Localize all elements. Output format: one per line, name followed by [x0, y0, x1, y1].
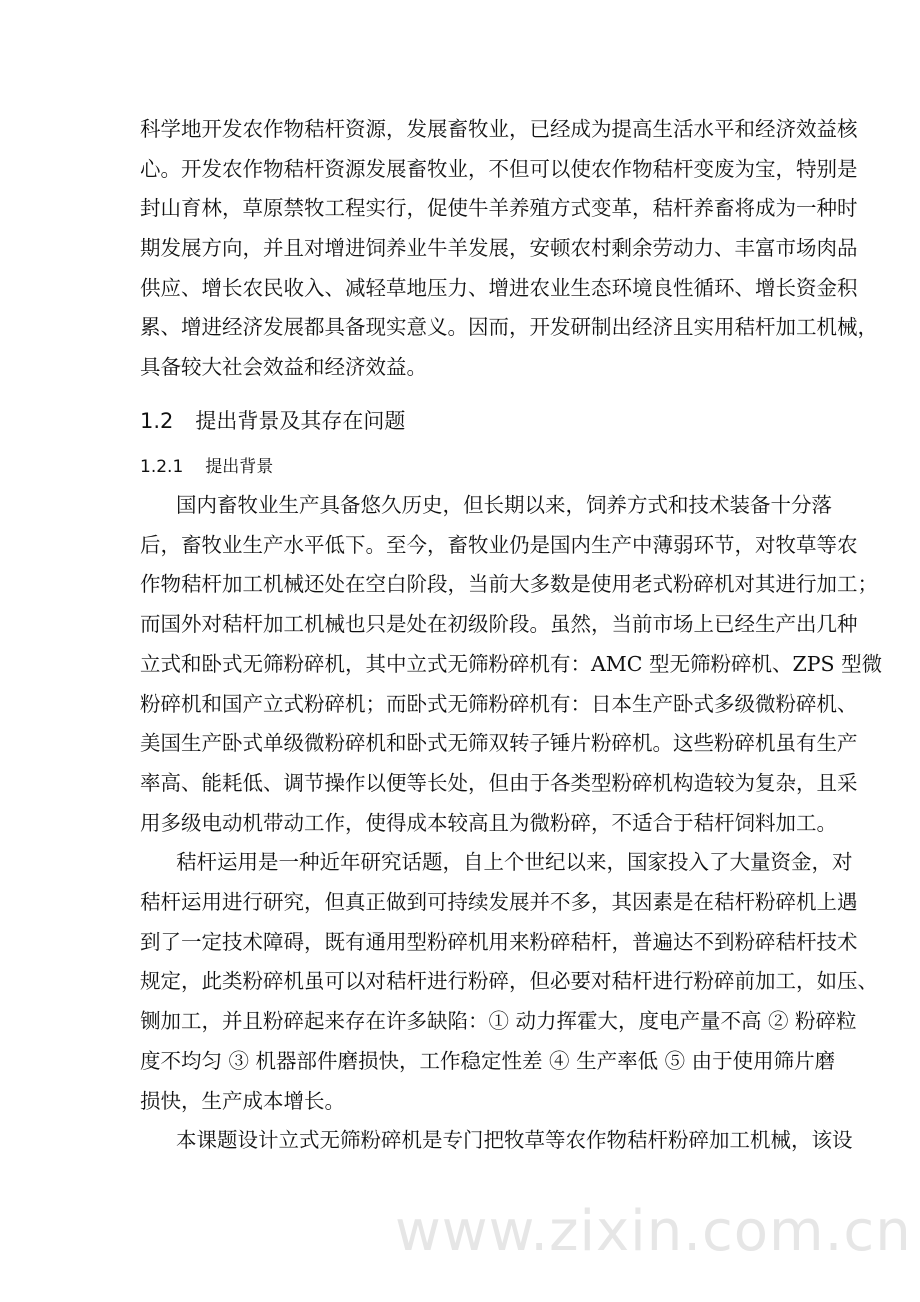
- section-title: 提出背景及其存在问题: [195, 409, 406, 433]
- text-line: 具备较大社会效益和经济效益。: [140, 355, 427, 379]
- text-line: 美国生产卧式单级微粉碎机和卧式无筛双转子锤片粉碎机。这些粉碎机虽有生产: [140, 731, 858, 756]
- section-number: 1.2: [140, 409, 174, 433]
- text-line: 科学地开发农作物秸杆资源，发展畜牧业，已经成为提高生活水平和经济效益核: [140, 117, 858, 141]
- text-line: 到了一定技术障碍，既有通用型粉碎机用来粉碎秸杆，普遍达不到粉碎秸杆技术: [140, 929, 858, 954]
- watermark: www.zixin.com.cn: [395, 1199, 912, 1264]
- text-line: 率高、能耗低、调节操作以便等长处，但由于各类型粉碎机构造较为复杂，且采: [140, 770, 858, 795]
- text-line: 封山育林，草原禁牧工程实行，促使牛羊养殖方式变革，秸杆养畜将成为一种时: [140, 196, 858, 220]
- text-line: 秸杆运用进行研究，但真正做到可持续发展并不多，其因素是在秸杆粉碎机上遇: [140, 890, 858, 914]
- subsection-heading: [140, 452, 273, 477]
- text-line: 损快，生产成本增长。: [140, 1088, 345, 1113]
- text-line: 度不均匀 ③ 机器部件磨损快，工作稳定性差 ④ 生产率低 ⑤ 由于使用筛片磨: [140, 1048, 836, 1073]
- text-line: 铡加工，并且粉碎起来存在许多缺陷：① 动力挥霍大，度电产量不高 ② 粉碎粒: [140, 1009, 857, 1034]
- text-line: 累、增进经济发展都具备现实意义。因而，开发研制出经济且实用秸杆加工机械，: [140, 315, 878, 339]
- section-heading: [140, 405, 405, 435]
- text-line: 供应、增长农民收入、减轻草地压力、增进农业生态环境良性循环、增长资金积: [140, 276, 858, 300]
- text-line: 心。开发农作物秸杆资源发展畜牧业，不但可以使农作物秸杆变废为宝，特别是: [140, 157, 858, 181]
- text-line: 而国外对秸杆加工机械也只是处在初级阶段。虽然，当前市场上已经生产出几种: [140, 612, 858, 637]
- subsection-title: 提出背景: [205, 457, 274, 477]
- text-line: 作物秸杆加工机械还处在空白阶段，当前大多数是使用老式粉碎机对其进行加工；: [140, 572, 878, 597]
- text-line: 秸杆运用是一种近年研究话题，自上个世纪以来，国家投入了大量资金，对: [176, 850, 853, 875]
- text-line: 期发展方向，并且对增进饲养业牛羊发展，安顿农村剩余劳动力、丰富市场肉品: [140, 236, 858, 260]
- text-line: 用多级电动机带动工作，使得成本较高且为微粉碎，不适合于秸杆饲料加工。: [140, 810, 837, 835]
- text-line: 国内畜牧业生产具备悠久历史，但长期以来，饲养方式和技术装备十分落: [176, 493, 832, 517]
- subsection-number: 1.2.1: [140, 457, 184, 477]
- text-line: 粉碎机和国产立式粉碎机；而卧式无筛粉碎机有：日本生产卧式多级微粉碎机、: [140, 691, 858, 716]
- text-line: 本课题设计立式无筛粉碎机是专门把牧草等农作物秸杆粉碎加工机械，该设: [176, 1128, 853, 1153]
- text-line: 后，畜牧业生产水平低下。至今，畜牧业仍是国内生产中薄弱环节，对牧草等农: [140, 532, 858, 557]
- text-line: 规定，此类粉碎机虽可以对秸杆进行粉碎，但必要对秸杆进行粉碎前加工，如压、: [140, 969, 878, 994]
- text-line: 立式和卧式无筛粉碎机，其中立式无筛粉碎机有：AMC 型无筛粉碎机、ZPS 型微: [140, 651, 883, 676]
